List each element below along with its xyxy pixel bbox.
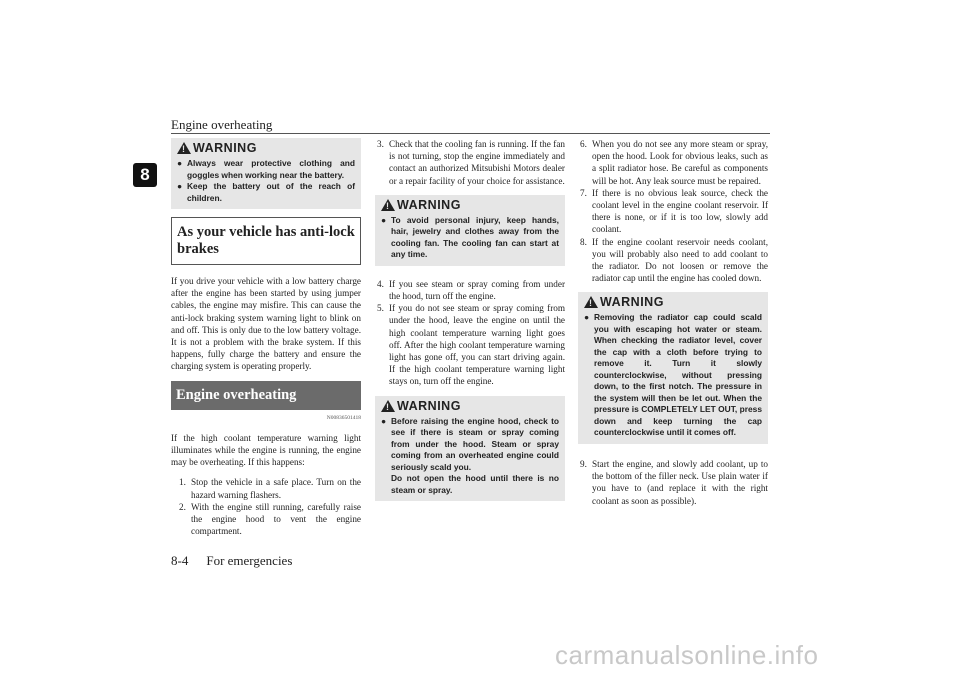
warning-item [177, 181, 355, 204]
warning-item [177, 158, 355, 181]
warning-text: Removing the radiator cap could scald you with escaping hot water or steam. When checking the radiator level, cover the cap with a cloth before trying to remove it. Turn it slowly counterclockwise, without pressing down, to the first notch. The pressure in the system will then be let out. When the pressure is COMPLETELY LET OUT, press down and keep turning the cap counterclockwise until it comes off. [594, 312, 762, 438]
step-item [580, 458, 768, 507]
page-number: 8-4 [171, 553, 189, 568]
warning-label: WARNING [397, 197, 461, 212]
step-number: 7. [580, 187, 587, 198]
bullet-icon: ● [177, 181, 183, 191]
step-number: 1. [179, 477, 186, 488]
step-text: When you do not see any more steam or spray, open the hood. Look for obvious leaks, such as a split radiator hose. Be careful as components will be hot. Any leak source must be repaired. [592, 139, 768, 186]
warning-label: WARNING [397, 398, 461, 413]
warning-label: WARNING [600, 295, 664, 310]
step-text: If you do not see steam or spray coming from under the hood, leave the engine on until the high coolant temperature warning light goes off. After the high coolant temperature warning light has gone off, you can start driving again. If the high coolant temperature warning light stays on, turn off the engine. [389, 303, 565, 387]
step-text: If the engine coolant reservoir needs coolant, you will probably also need to add coolant to the radiator. Do not loosen or remove the radiator cap until the engine has cooled down. [592, 236, 768, 284]
chapter-tab: 8 [133, 163, 157, 187]
section-heading-abs: As your vehicle has anti-lock brakes [171, 217, 361, 265]
step-item [580, 187, 768, 236]
step-number: 4. [377, 278, 384, 289]
abs-paragraph: If you drive your vehicle with a low battery charge after the engine has been started by using jumper cables, the engine may misfire. This can cause the anti-lock braking system warning light to blink on and off. This is only due to the low battery voltage. It is not a problem with the brake system. If this happens, fully charge the battery and ensure the charging system is operating properly. [171, 276, 361, 372]
warning-header [381, 396, 559, 416]
column-2 [375, 138, 565, 509]
warning-text: Always wear protective clothing and goggles when working near the battery. [187, 158, 355, 180]
steps-list [171, 476, 361, 537]
column-3 [578, 138, 768, 515]
step-number: 3. [377, 139, 384, 149]
step-text: With the engine still running, carefully raise the engine hood to vent the engine compartment. [191, 501, 361, 537]
step-text: If you see steam or spray coming from under the hood, turn off the engine. [389, 278, 565, 302]
header-rule [171, 133, 770, 134]
steps-list [375, 278, 565, 388]
step-number: 5. [377, 303, 384, 314]
reference-code: N00836501418 [326, 414, 361, 421]
warning-triangle-icon [381, 400, 395, 412]
page-header-title: Engine overheating [171, 117, 273, 132]
column-1 [171, 138, 361, 545]
step-number: 9. [580, 458, 587, 469]
step-text: Start the engine, and slowly add coolant, up to the bottom of the filler neck. Use plain water if you have to (and replace it with the right coolant as soon as possible). [592, 458, 768, 506]
warning-header [177, 138, 355, 158]
step-text: Stop the vehicle in a safe place. Turn on the hazard warning flashers. [191, 477, 361, 500]
warning-text: Before raising the engine hood, check to see if there is steam or spray coming from under the hood. Steam or spray coming from an overheated engine could seriously scald you. Do not open the hood until there is no steam or spray. [391, 415, 559, 495]
step-item [179, 501, 361, 538]
footer-section: For emergencies [206, 553, 293, 568]
bullet-icon: ● [177, 158, 183, 168]
warning-box-hood [375, 396, 565, 502]
step-item [179, 476, 361, 500]
warning-item [584, 312, 762, 439]
step-text: Check that the cooling fan is running. If the fan is not turning, stop the engine immediately and contact an authorized Mitsubishi Motors dealer or a repair facility of your choice for assistance. [389, 139, 565, 186]
warning-item [381, 416, 559, 497]
warning-box-battery [171, 138, 361, 209]
step-text: If there is no obvious leak source, check the coolant level in the engine coolant reservoir. If there is none, or if it is too low, slowly add coolant. [592, 187, 768, 235]
step-item [377, 278, 565, 302]
warning-label: WARNING [193, 140, 257, 155]
bullet-icon: ● [381, 415, 387, 426]
section-heading-engine-overheating: Engine overheating [171, 381, 361, 410]
warning-triangle-icon [584, 296, 598, 308]
step-item [580, 138, 768, 187]
steps-list [578, 138, 768, 284]
warning-text: Keep the battery out of the reach of children. [187, 181, 355, 203]
step-number: 6. [580, 139, 587, 149]
bullet-icon: ● [381, 214, 387, 225]
steps-list [578, 458, 768, 507]
bullet-icon: ● [584, 312, 590, 323]
step-item [377, 138, 565, 187]
warning-box-fan [375, 195, 565, 266]
warning-triangle-icon [381, 199, 395, 211]
step-item [580, 236, 768, 285]
watermark: carmanualsonline.info [555, 640, 819, 670]
page-footer [171, 553, 292, 569]
overheat-intro: If the high coolant temperature warning light illuminates while the engine is running, the engine may be overheating. If this happens: [171, 432, 361, 468]
steps-list [375, 138, 565, 187]
step-item [377, 302, 565, 387]
warning-header [584, 292, 762, 312]
warning-triangle-icon [177, 142, 191, 154]
step-number: 2. [179, 501, 186, 512]
warning-text: To avoid personal injury, keep hands, hair, jewelry and clothes away from the cooling fan. The cooling fan can start at any time. [391, 214, 559, 260]
warning-header [381, 195, 559, 215]
step-number: 8. [580, 236, 587, 247]
warning-item [381, 215, 559, 261]
warning-box-radiator-cap [578, 292, 768, 444]
